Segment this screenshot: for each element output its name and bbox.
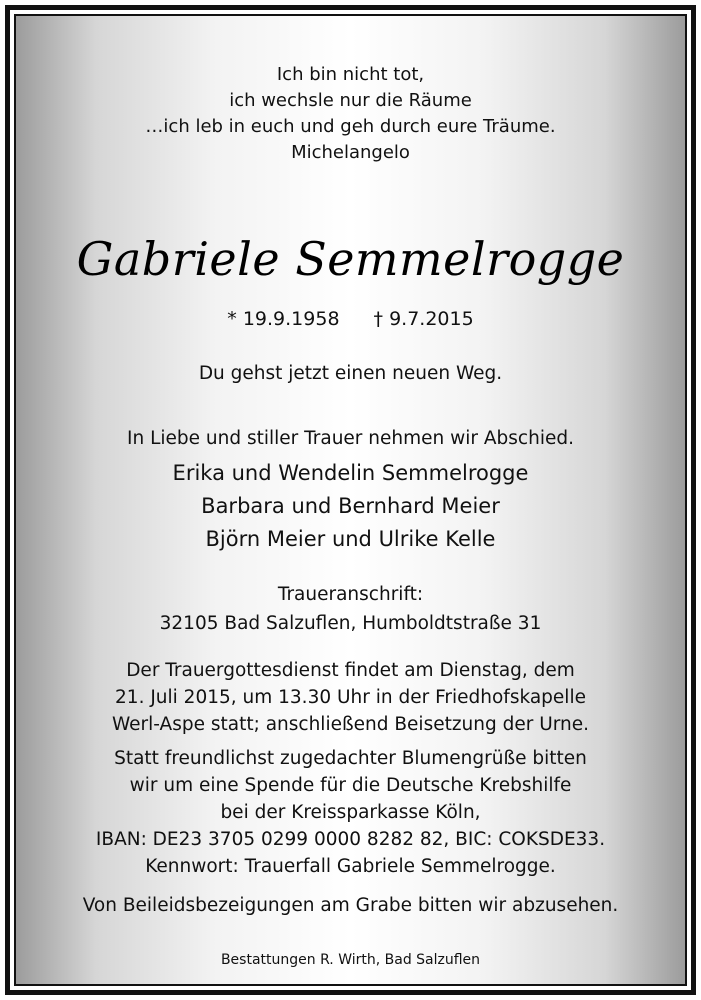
poem-line-2: ich wechsle nur die Räume: [229, 90, 472, 111]
message-line: Du gehst jetzt einen neuen Weg.: [198, 363, 503, 384]
deceased-name: Gabriele Semmelrogge: [76, 232, 625, 286]
family-line-3: Björn Meier und Ulrike Kelle: [205, 527, 496, 551]
death-date: † 9.7.2015: [373, 308, 474, 330]
address-value: 32105 Bad Salzuflen, Humboldtstraße 31: [159, 613, 542, 634]
family-line-2: Barbara und Bernhard Meier: [201, 494, 500, 518]
service-line-3: Werl-Aspe statt; anschließend Beisetzung der Urne.: [111, 714, 590, 735]
farewell-line: In Liebe und stiller Trauer nehmen wir Abschied.: [127, 428, 574, 449]
obituary-outer-frame: [5, 5, 696, 995]
donation-line-1: Statt freundlichst zugedachter Blumengrüße bitten: [114, 748, 587, 769]
service-line-2: 21. Juli 2015, um 13.30 Uhr in der Friedhofskapelle: [115, 687, 586, 708]
donation-line-2: wir um eine Spende für die Deutsche Krebshilfe: [129, 775, 572, 796]
donation-line-4: IBAN: DE23 3705 0299 0000 8282 82, BIC: COKSDE33.: [95, 829, 606, 850]
undertaker-credit: Bestattungen R. Wirth, Bad Salzuflen: [220, 952, 481, 968]
birth-date: * 19.9.1958: [227, 308, 340, 330]
poem-author: Michelangelo: [291, 142, 410, 163]
condolence-note: Von Beileidsbezeigungen am Grabe bitten wir abzusehen.: [82, 895, 619, 916]
obituary-panel: [14, 14, 687, 986]
service-line-1: Der Trauergottesdienst findet am Dienstag, dem: [126, 660, 575, 681]
poem-line-3: …ich leb in euch und geh durch eure Träume.: [145, 116, 556, 137]
family-line-1: Erika und Wendelin Semmelrogge: [172, 461, 529, 485]
address-label: Traueranschrift:: [277, 584, 424, 605]
donation-line-3: bei der Kreissparkasse Köln,: [220, 802, 481, 823]
donation-line-5: Kennwort: Trauerfall Gabriele Semmelrogge.: [145, 856, 556, 877]
life-dates: [16, 308, 685, 330]
poem-line-1: Ich bin nicht tot,: [276, 64, 425, 85]
